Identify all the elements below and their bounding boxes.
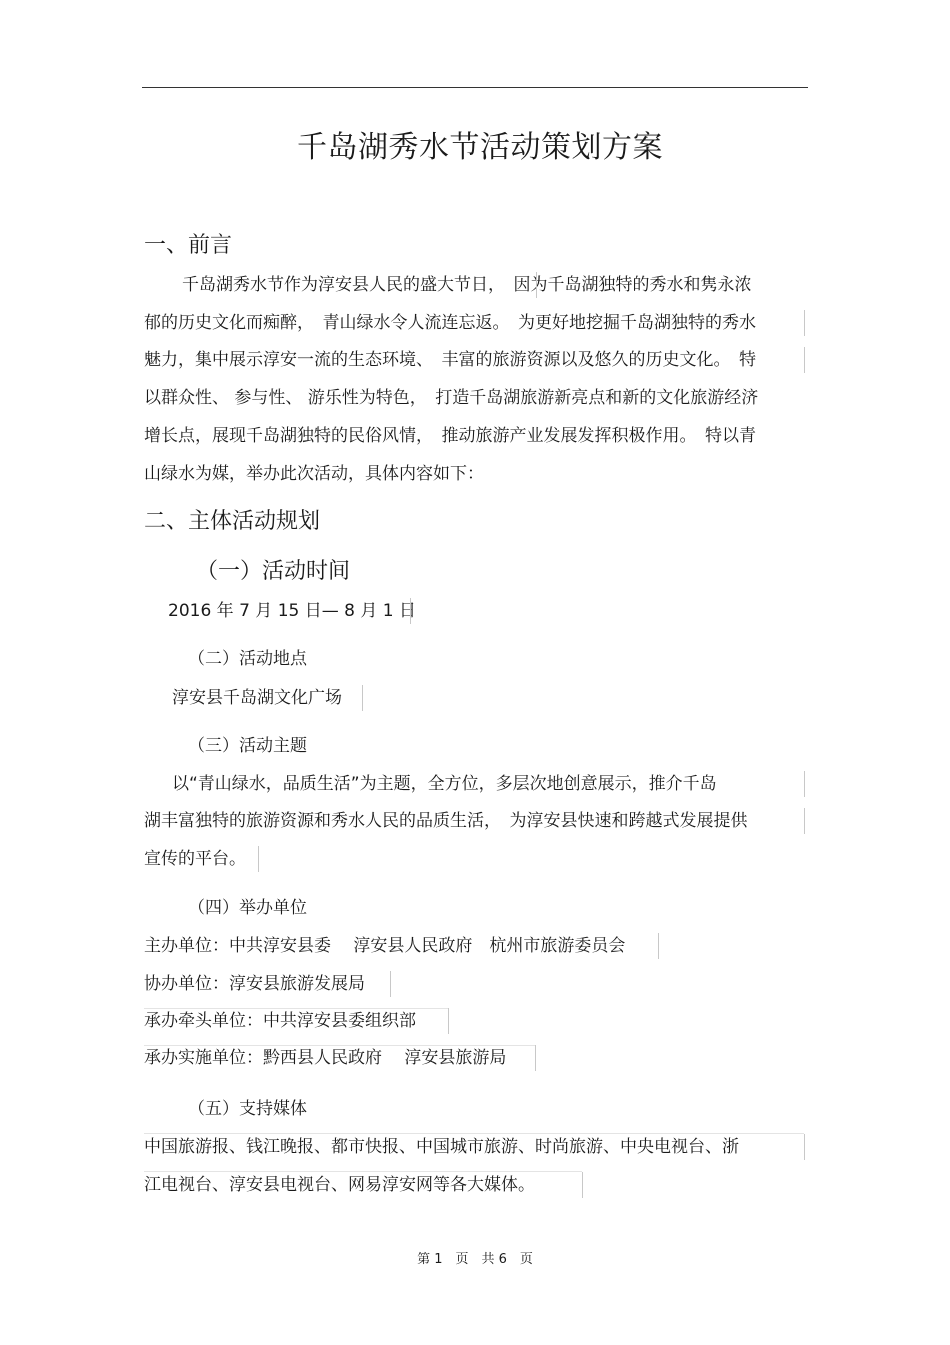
theme-line: 湖丰富独特的旅游资源和秀水人民的品质生活， 为淳安县快速和跨越式发展提供 xyxy=(144,811,748,831)
scan-artifact-bar xyxy=(582,1172,583,1198)
subheading-activity-location: （二）活动地点 xyxy=(188,649,307,669)
scan-artifact-bar xyxy=(535,1045,536,1071)
scan-artifact-bar xyxy=(448,1008,449,1034)
media-line: 中国旅游报、钱江晚报、都市快报、中国城市旅游、时尚旅游、中央电视台、浙 xyxy=(144,1137,739,1157)
scan-artifact-bar xyxy=(258,846,259,872)
preface-line: 郁的历史文化而痴醉， 青山绿水令人流连忘返。 为更好地挖掘千岛湖独特的秀水 xyxy=(144,313,756,333)
scan-artifact-bar xyxy=(804,310,805,336)
preface-line: 以群众性、 参与性、 游乐性为特色， 打造千岛湖旅游新亮点和新的文化旅游经济 xyxy=(144,388,759,408)
organizer-line: 主办单位：中共淳安县委 淳安县人民政府 杭州市旅游委员会 xyxy=(144,936,626,956)
subheading-activity-time: （一）活动时间 xyxy=(196,559,351,584)
theme-line: 以“青山绿水，品质生活”为主题，全方位，多层次地创意展示，推介千岛 xyxy=(172,774,717,794)
document-title: 千岛湖秀水节活动策划方案 xyxy=(297,130,663,165)
subheading-supporting-media: （五）支持媒体 xyxy=(188,1099,307,1119)
scan-artifact-bar xyxy=(658,933,659,959)
scan-artifact-rule xyxy=(144,1008,448,1009)
preface-line: 增长点，展现千岛湖独特的民俗风情， 推动旅游产业发展发挥积极作用。 特以青 xyxy=(144,426,756,446)
scan-artifact-bar xyxy=(390,971,391,997)
activity-location-text: 淳安县千岛湖文化广场 xyxy=(172,688,342,708)
theme-line: 宣传的平台。 xyxy=(144,849,246,869)
preface-line: 山绿水为媒，举办此次活动，具体内容如下： xyxy=(144,464,484,484)
section-heading-preface: 一、前言 xyxy=(144,233,233,258)
scan-artifact-bar xyxy=(804,1134,805,1160)
subheading-activity-theme: （三）活动主题 xyxy=(188,736,307,756)
scan-artifact-bar xyxy=(804,808,805,834)
scan-artifact-bar xyxy=(804,347,805,373)
scan-artifact-bar xyxy=(804,771,805,797)
subheading-organizers: （四）举办单位 xyxy=(188,898,307,918)
scan-artifact-bar xyxy=(362,685,363,711)
activity-time-text: 2016 年 7 月 15 日— 8 月 1 日 xyxy=(168,601,416,621)
organizer-line: 协办单位：淳安县旅游发展局 xyxy=(144,974,365,994)
organizer-line: 承办实施单位：黔西县人民政府 淳安县旅游局 xyxy=(144,1048,507,1068)
media-line: 江电视台、淳安县电视台、网易淳安网等各大媒体。 xyxy=(144,1175,535,1195)
scan-artifact-rule xyxy=(144,1045,535,1046)
preface-line: 千岛湖秀水节作为淳安县人民的盛大节日， 因为千岛湖独特的秀水和隽永浓 xyxy=(182,275,752,295)
header-rule xyxy=(142,87,808,88)
scan-artifact-bar xyxy=(410,598,411,624)
section-heading-main-activities: 二、主体活动规划 xyxy=(144,509,321,534)
organizer-line: 承办牵头单位：中共淳安县委组织部 xyxy=(144,1011,416,1031)
scan-artifact-bar xyxy=(536,272,537,298)
page-number-footer: 第 1 页 共 6 页 xyxy=(417,1252,533,1267)
scan-artifact-rule xyxy=(144,1133,804,1134)
scan-artifact-rule xyxy=(144,1171,582,1172)
preface-line: 魅力，集中展示淳安一流的生态环境、 丰富的旅游资源以及悠久的历史文化。 特 xyxy=(144,350,756,370)
